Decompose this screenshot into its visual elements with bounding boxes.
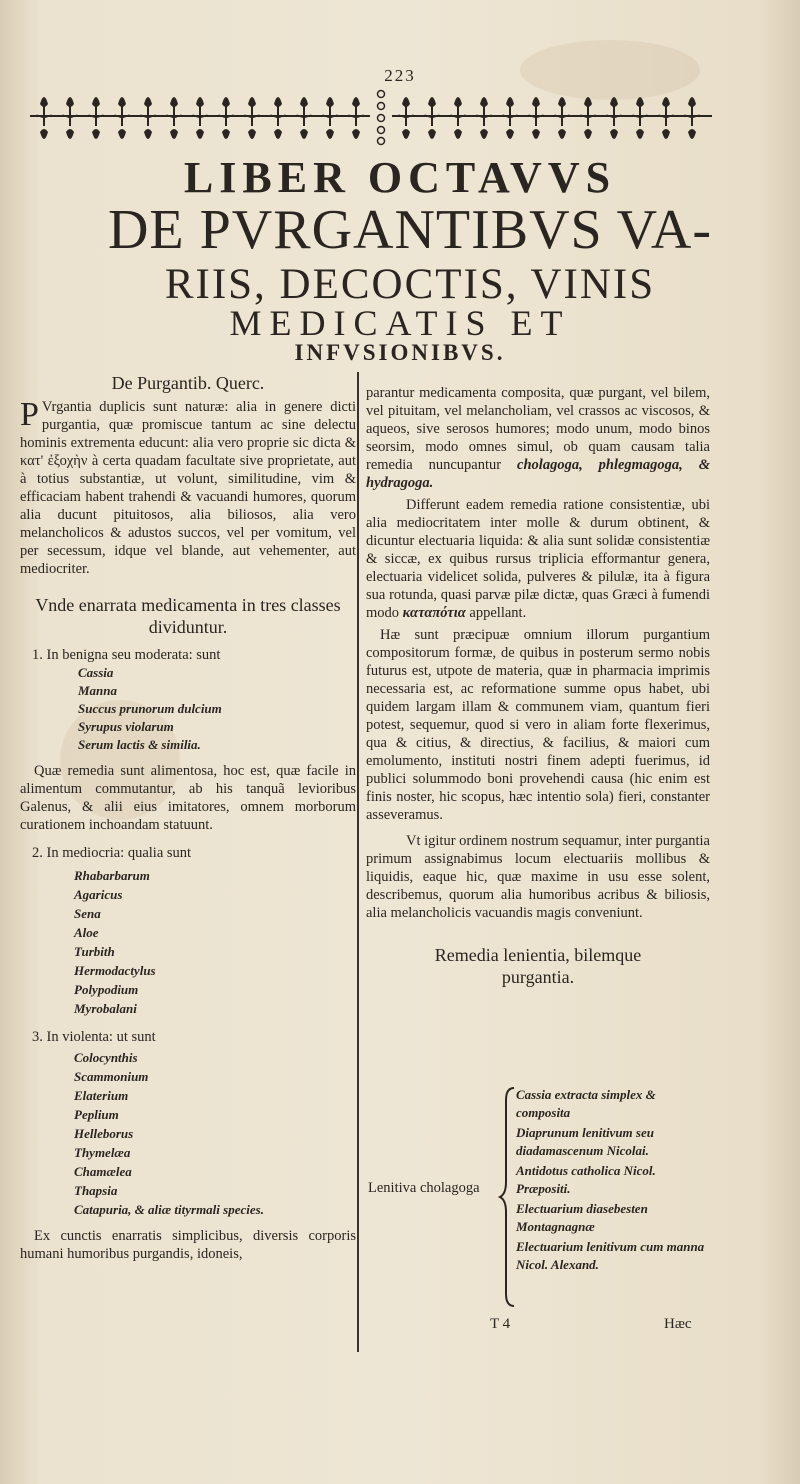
class1-item: Syrupus violarum xyxy=(78,719,174,734)
drop-cap: P xyxy=(20,396,39,433)
class3-list xyxy=(20,1048,356,1219)
paragraph-formae: Hæ sunt præcipuæ omnium illorum purgantium compositorum formæ, de quibus in posterum sermo nobis futurus est, utpote de materia, quæ in pharmacia imprimis necessaria est, ac reformatione summe opus habet, ubi quidem largam illam & communem viam, quantum fieri potest, sequemur, quod si vero in aliam forte flexerimus, qua & citius, & directius, & facilius, & maiori cum emolumento, instituti nostri finem adepti fuerimus, id publici solummodo boni provehendi causa (hic enim est finis noster, hic scopus, hæc intentio sola) fieri, constanter asseveramus. xyxy=(366,627,710,823)
class2-item: Hermodactylus xyxy=(74,963,156,978)
book-title-line2: DE PVRGANTIBVS VA- xyxy=(107,199,712,261)
intro-text: Vrgantia duplicis sunt naturæ: alia in genere dicti purgantia, quæ promiscue tantum ac sine delectu hominis extrementa educunt: alia vero proprie sic dicta & κατ' ἐξοχὴν à certa quadam facultate sive proprietate, aut à totius substantiæ, ut volunt, similitudine, vim & efficaciam habent trahendi & vacuandi humores, quorum alia ducunt pituitosos, alia biliosos, alia vero melancholicos & adustos succos, vel per vomitum, vel per secessum, idque vel blande, aut vehementer, aut mediocriter. xyxy=(20,399,356,577)
book-title-line4: MEDICATIS ET xyxy=(229,303,571,343)
bracket-item: Antidotus catholica Nicol. Præpositi. xyxy=(516,1163,656,1196)
page-number: 223 xyxy=(384,66,416,85)
remedia-subheading: Remedia lenientia, bilemque purgantia. xyxy=(434,945,642,987)
class2-item: Sena xyxy=(74,906,101,921)
class2-list xyxy=(20,866,356,1018)
class3-item: Scammonium xyxy=(74,1069,149,1084)
bracket-item: Electuarium diasebesten Montagnagnæ xyxy=(516,1201,648,1234)
class3-item: Colocynthis xyxy=(74,1050,138,1065)
left-column xyxy=(20,374,356,1263)
consistentia-end: appellant. xyxy=(469,605,527,621)
class3-item: Helleborus xyxy=(74,1126,134,1141)
class3-item: Thapsia xyxy=(74,1183,118,1198)
bracket-item: Diaprunum lenitivum seu diadamascenum Nicolai. xyxy=(516,1125,654,1158)
signature-mark: T 4 xyxy=(490,1316,511,1332)
column-divider xyxy=(357,372,359,1352)
headpiece-center-ornament xyxy=(374,86,388,146)
paragraph-ordinem: Vt igitur ordinem nostrum sequamur, inter purgantia primum assignabimus locum electuariis mollibus & liquidis, eaque hic, quæ maxime in usu esse solent, describemus, quorum alia humoribus acribus & biliosis, alia melancholicis vacuandis magis conveniunt. xyxy=(366,833,710,921)
paragraph-conclusion: Ex cunctis enarratis simplicibus, diversis corporis humani humoribus purgandis, idoneis, xyxy=(20,1228,356,1262)
curly-brace xyxy=(498,1086,518,1308)
book-title-line3: RIIS, DECOCTIS, VINIS xyxy=(164,261,656,308)
class2-item: Aloe xyxy=(74,925,99,940)
classes-subheading: Vnde enarrata medicamenta in tres classes dividuntur. xyxy=(35,595,341,637)
paragraph-consistentia xyxy=(366,496,710,622)
class1-item: Succus prunorum dulcium xyxy=(78,701,222,716)
class3-item: Catapuria, & aliæ tityrmali species. xyxy=(74,1202,264,1217)
composita-terms: cholagoga, phlegmagoga, & hydragoga. xyxy=(366,457,711,491)
bracket-label: Lenitiva cholagoga xyxy=(368,1180,480,1196)
class2-item: Myrobalani xyxy=(74,1001,137,1016)
book-title-line1: LIBER OCTAVVS xyxy=(183,153,617,202)
class2-item: Rhabarbarum xyxy=(74,868,150,883)
bracket-remedy-list xyxy=(516,1086,712,1276)
headpiece-ornament-left xyxy=(30,84,370,148)
book-title-line5: INFVSIONIBVS. xyxy=(294,340,506,365)
section-heading: De Purgantib. Querc. xyxy=(111,373,265,393)
class3-item: Elaterium xyxy=(74,1088,129,1103)
bracket-item: Cassia extracta simplex & composita xyxy=(516,1087,656,1120)
class2-item: Agaricus xyxy=(74,887,123,902)
class1-label: 1. In benigna seu moderata: sunt xyxy=(32,647,221,663)
class1-item: Cassia xyxy=(78,665,114,680)
class1-list xyxy=(20,664,356,754)
class1-item: Serum lactis & similia. xyxy=(78,737,201,752)
composita-text: parantur medicamenta composita, quæ purgant, vel bilem, vel pituitam, vel melancholiam, vel crassos ac viscosos, & aqueos, sive serosos humores; modo unum, modo binos seorsim, modo omnes simul, ob quam causam talia remedia nuncupantur xyxy=(366,385,710,473)
class2-item: Turbith xyxy=(74,944,115,959)
intro-paragraph xyxy=(20,398,356,578)
class3-label: 3. In violenta: ut sunt xyxy=(32,1029,156,1045)
class3-item: Peplium xyxy=(74,1107,119,1122)
consistentia-text: Differunt eadem remedia ratione consistentiæ, ubi alia mediocritatem inter molle & durum obtinent, & dicuntur electuaria liquida: & alia sunt solidæ consistentiæ & siccæ, ex quibus rursus triplicia efformantur genera, electuaria videlicet solida, pulveres & pilulæ, ita à figura sua rotunda, quasi parvæ pilæ dictæ, quas Græci à fumendi modo xyxy=(366,497,710,621)
bracket-item: Electuarium lenitivum cum manna Nicol. Alexand. xyxy=(516,1239,705,1272)
headpiece-ornament-right xyxy=(392,84,712,148)
class1-item: Manna xyxy=(78,683,118,698)
class2-label: 2. In mediocria: qualia sunt xyxy=(32,845,192,861)
paragraph-alimentosa: Quæ remedia sunt alimentosa, hoc est, quæ facile in alimentum commutantur, ab his tanquã levioribus Galenus, & alii eius imitatores, omnem morborum curationem inchoandam statuunt. xyxy=(20,763,356,833)
class2-item: Polypodium xyxy=(74,982,139,997)
class3-item: Chamælea xyxy=(74,1164,132,1179)
class3-item: Thymelæa xyxy=(74,1145,131,1160)
catchword: Hæc xyxy=(664,1316,692,1332)
greek-term: καταπότια xyxy=(402,605,466,621)
right-column xyxy=(366,384,710,988)
paragraph-composita xyxy=(366,384,710,492)
